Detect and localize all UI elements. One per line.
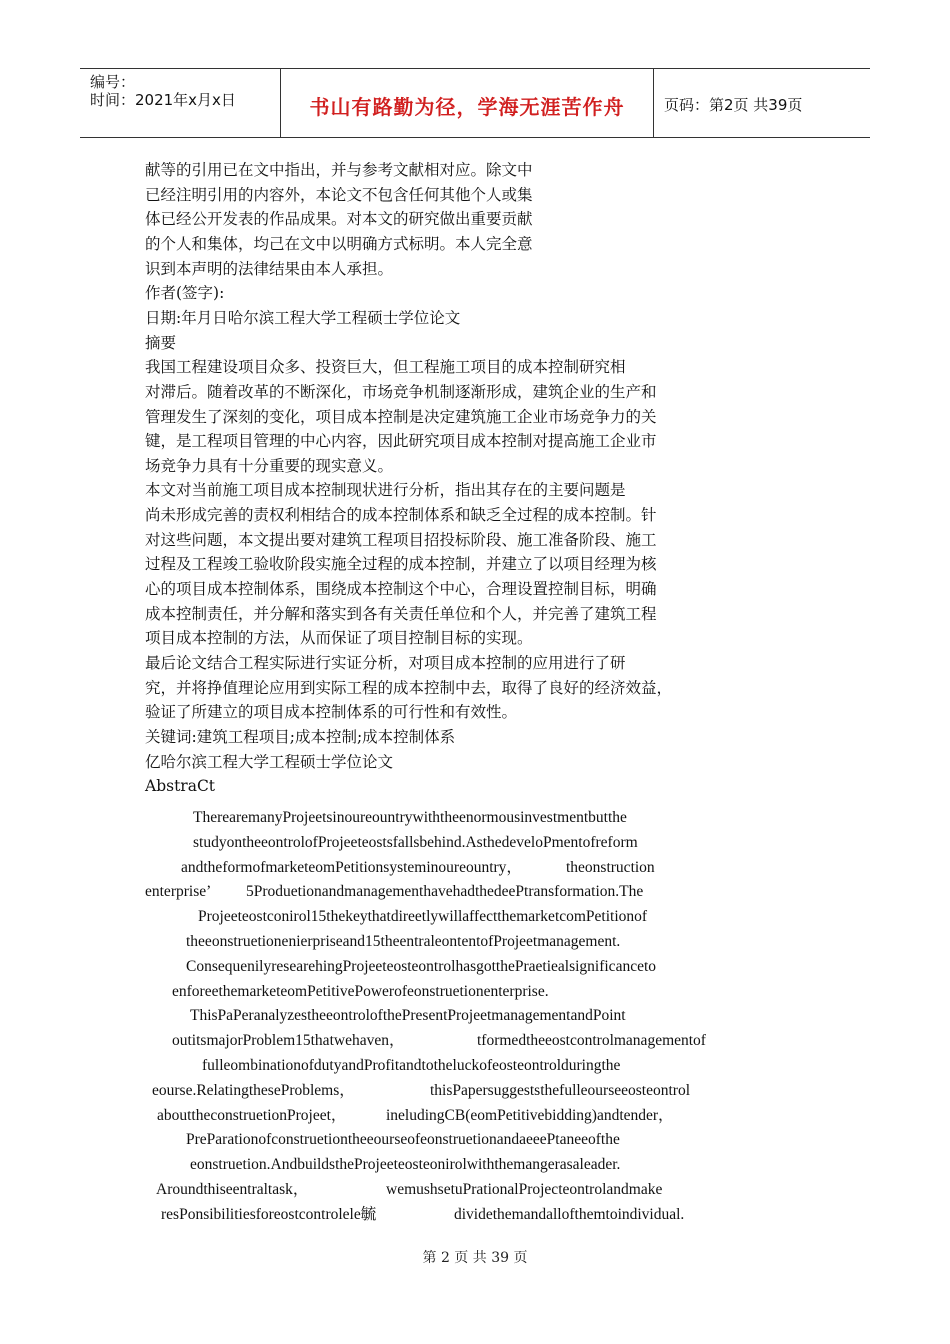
abstract-line: theonstruction <box>566 858 655 876</box>
abstract-line: 5ProduetionandmanagementhavehadthedeePtransformation.The <box>246 883 644 901</box>
body-line: 我国工程建设项目众多、投资巨大，但工程施工项目的成本控制研究相 <box>145 358 626 377</box>
body-line: 场竞争力具有十分重要的现实意义。 <box>145 456 394 475</box>
abstract-line: enforeethemarketeomPetitivePowerofeonstruetionenterprise. <box>172 982 549 1000</box>
abstract-line: dividethemandallofthemtoindividual. <box>454 1205 685 1223</box>
abstract-line: ConsequenilyresearehingProjeeteosteontrolhasgotthePraetiealsignificanceto <box>186 957 657 975</box>
body-line: 识到本声明的法律结果由本人承担。 <box>145 259 394 278</box>
document-date-label: 时间：2021年x月x日 <box>90 91 236 109</box>
abstract-line: tformedtheeostcontrolmanagementof <box>477 1032 706 1050</box>
body-line: 对滞后。随着改革的不断深化，市场竞争机制逐渐形成，建筑企业的生产和 <box>145 382 657 401</box>
abstract-line: ThisPaPeranalyzestheeontrolofthePresentProjeetmanagementandPoint <box>190 1007 626 1025</box>
abstract-line: Aroundthiseentraltask， <box>156 1181 309 1198</box>
body-line: 过程及工程竣工验收阶段实施全过程的成本控制，并建立了以项目经理为核 <box>145 555 657 574</box>
body-line: 献等的引用已在文中指出，并与参考文献相对应。除文中 <box>145 161 533 179</box>
body-line: 心的项目成本控制体系，围绕成本控制这个中心，合理设置控制目标，明确 <box>145 580 657 599</box>
body-line: 体已经公开发表的作品成果。对本文的研究做出重要贡献 <box>145 210 533 229</box>
body-line: 关键词:建筑工程项目;成本控制;成本控制体系 <box>145 727 456 746</box>
body-line: 对这些问题，本文提出要对建筑工程项目招投标阶段、施工准备阶段、施工 <box>145 530 657 549</box>
page-header <box>80 68 870 138</box>
body-line: 尚未形成完善的责权利相结合的成本控制体系和缺乏全过程的成本控制。针 <box>145 506 657 525</box>
abstract-line: wemushsetuPrationalProjecteontrolandmake <box>386 1181 663 1198</box>
page-footer <box>0 1247 950 1267</box>
body-line: AbstraCt <box>145 777 216 796</box>
abstract-line: eourse.RelatingtheseProblems， <box>152 1081 355 1099</box>
body-line: 本文对当前施工项目成本控制现状进行分析，指出其存在的主要问题是 <box>145 481 626 500</box>
header-motto-cell <box>281 69 654 137</box>
body-line: 作者(签字): <box>145 284 225 303</box>
abstract-line: thisPapersuggeststhefulleourseeosteontrol <box>430 1081 691 1099</box>
body-line: 已经注明引用的内容外，本论文不包含任何其他个人或集 <box>145 185 533 204</box>
abstract-line: theeonstruetionenierpriseand15theentraleontentofProjeetmanagement. <box>186 933 621 950</box>
abstract-line: Projeeteostconirol15thekeythatdireetlywillaffectthemarketcomPetitionof <box>198 908 648 926</box>
abstract-line: ineludingCB(eomPetitivebidding)andtender， <box>386 1106 674 1124</box>
header-page-cell <box>654 69 870 137</box>
abstract-line: enterprise’ <box>145 883 212 901</box>
header-info-cell <box>80 69 281 137</box>
document-number-label: 编号： <box>90 73 136 91</box>
page-info: 页码：第2页 共39页 <box>664 96 803 114</box>
abstract-line: outitsmajorProblem15thatwehaven， <box>172 1032 405 1050</box>
body-line: 亿哈尔滨工程大学工程硕士学位论文 <box>145 752 394 771</box>
abstract-line: PreParationofconstruetiontheeourseofeonstruetionandaeeePtaneeofthe <box>186 1131 620 1149</box>
abstract-line: resPonsibilitiesforeostcontrolele毓 <box>161 1205 377 1223</box>
motto-text: 书山有路勤为径，学海无涯苦作舟 <box>309 95 625 119</box>
body-line: 管理发生了深刻的变化，项目成本控制是决定建筑施工企业市场竞争力的关 <box>145 407 657 426</box>
abstract-line: fulleombinationofdutyandProfitandtotheluckofeosteontrolduringthe <box>202 1057 621 1074</box>
footer-page-number: 第 2 页 共 39 页 <box>422 1250 528 1266</box>
body-line: 最后论文结合工程实际进行实证分析，对项目成本控制的应用进行了研 <box>145 654 626 672</box>
body-line: 摘要 <box>145 333 177 352</box>
abstract-line: andtheformofmarketeomPetitionsysteminoureountry， <box>181 858 522 876</box>
body-line: 日期:年月日哈尔滨工程大学工程硕士学位论文 <box>145 308 461 327</box>
body-line: 项目成本控制的方法，从而保证了项目控制目标的实现。 <box>145 629 533 648</box>
body-line: 键，是工程项目管理的中心内容，因此研究项目成本控制对提高施工企业市 <box>145 432 657 451</box>
abstract-line: TherearemanyProjeetsinoureountrywiththeenormousinvestmentbutthe <box>193 809 627 826</box>
body-line: 成本控制责任，并分解和落实到各有关责任单位和个人，并完善了建筑工程 <box>145 604 657 623</box>
body-line: 验证了所建立的项目成本控制体系的可行性和有效性。 <box>145 703 518 722</box>
abstract-line: abouttheconstruetionProjeet， <box>157 1106 347 1124</box>
abstract-line: studyontheeontrolofProjeeteostsfallsbehind.AsthedeveloPmentofreform <box>193 833 638 851</box>
body-line: 究，并将挣值理论应用到实际工程的成本控制中去，取得了良好的经济效益， <box>145 678 673 697</box>
abstract-line: eonstruetion.AndbuildstheProjeeteosteonirolwiththemangerasaleader. <box>190 1156 621 1174</box>
body-line: 的个人和集体，均己在文中以明确方式标明。本人完全意 <box>145 234 533 253</box>
